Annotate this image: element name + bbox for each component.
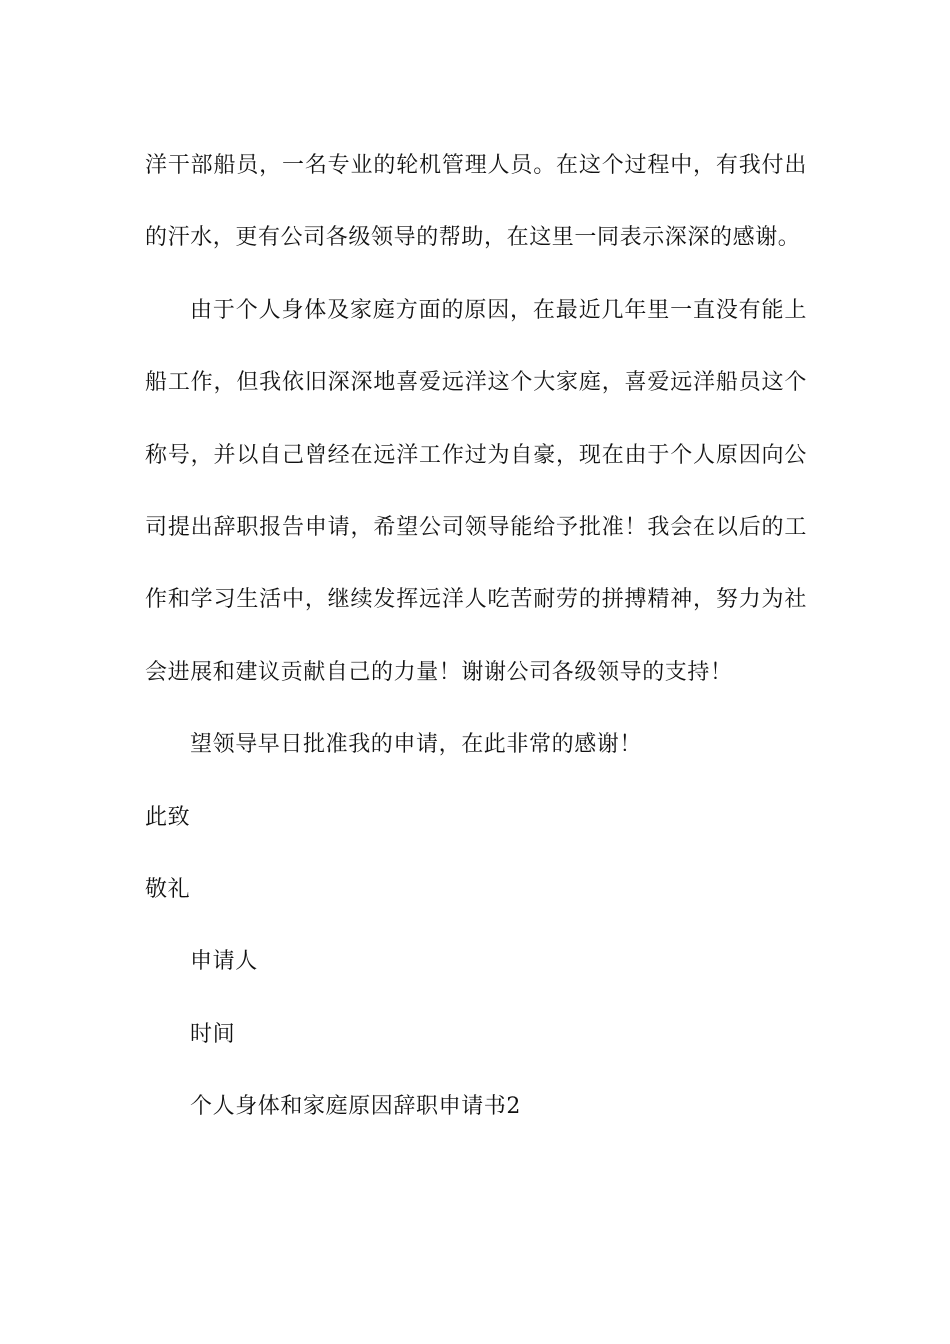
paragraph-request: 望领导早日批准我的申请，在此非常的感谢！ xyxy=(190,732,643,758)
paragraph-resignation-reason: 由于个人身体及家庭方面的原因，在最近几年里一直没有能上船工作，但我依旧深深地喜爱远洋这个大家庭，喜爱远洋船员这个称号，并以自己曾经在远洋工作过为自豪，现在由于个人原因向公司提出辞职报告申请，希望公司领导能给予批准！我会在以后的工作和学习生活中，继续发挥远洋人吃苦耐劳的拼搏精神，努力为社会进展和建议贡献自己的力量！谢谢公司各级领导的支持！ xyxy=(145,297,807,685)
applicant-label: 申请人 xyxy=(190,949,258,975)
closing-greeting-1: 此致 xyxy=(145,804,191,830)
document-body xyxy=(145,130,807,1144)
closing-greeting-2: 敬礼 xyxy=(145,877,191,903)
next-document-title: 个人身体和家庭原因辞职申请书2 xyxy=(190,1094,521,1120)
paragraph-continuation: 洋干部船员，一名专业的轮机管理人员。在这个过程中，有我付出的汗水，更有公司各级领导的帮助，在这里一同表示深深的感谢。 xyxy=(145,153,807,251)
time-label: 时间 xyxy=(190,1021,236,1047)
